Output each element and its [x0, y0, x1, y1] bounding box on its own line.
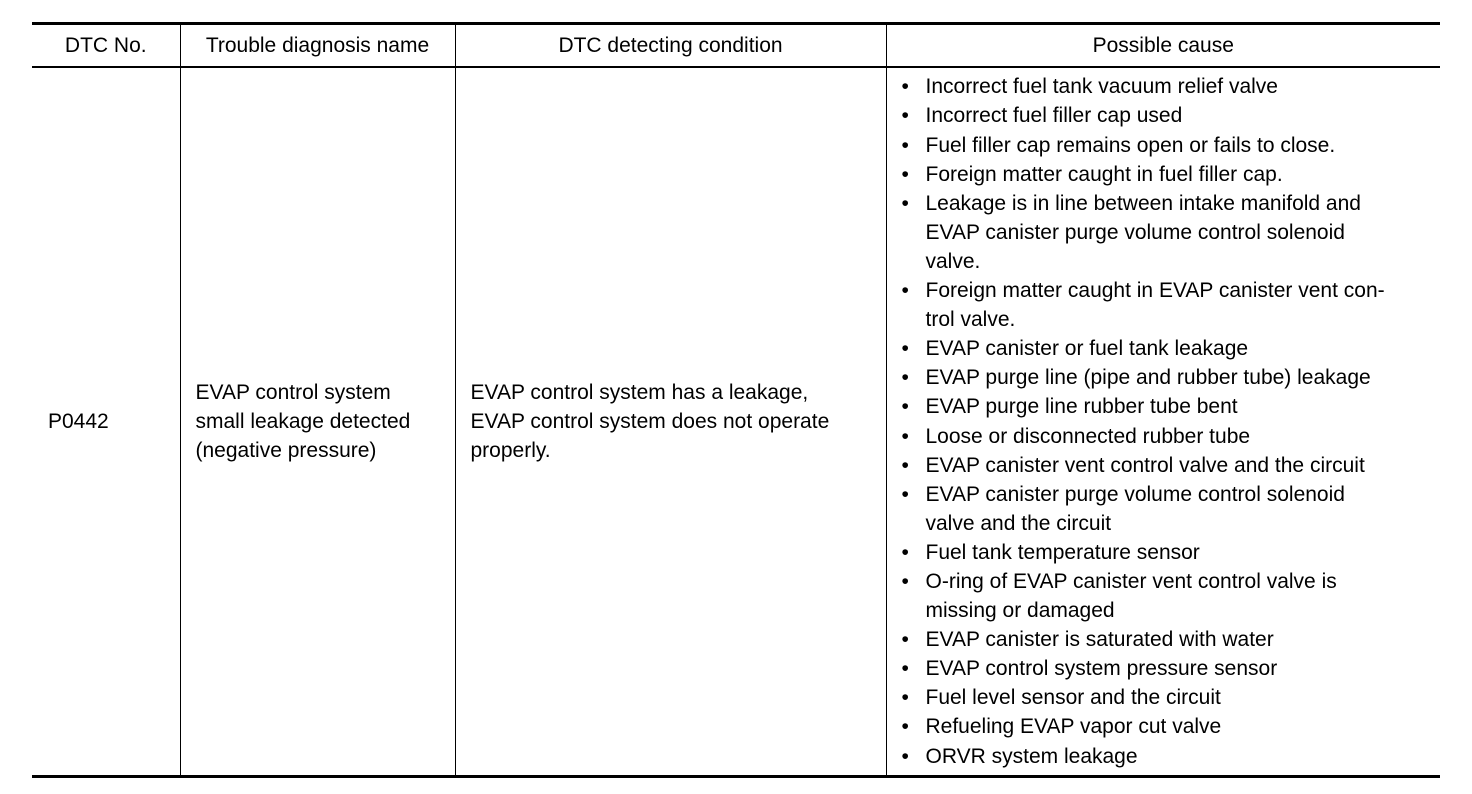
header-possible-cause: Possible cause — [886, 24, 1440, 68]
bullet-icon: • — [901, 744, 909, 768]
possible-cause-item — [902, 334, 1433, 363]
possible-cause-text: Foreign matter caught in fuel filler cap. — [925, 162, 1283, 186]
possible-cause-text: Leakage is in line between intake manifold and — [925, 191, 1361, 215]
possible-cause-item — [902, 131, 1433, 160]
detecting-condition-line: EVAP control system does not operate — [470, 409, 830, 433]
bullet-icon: • — [901, 395, 909, 419]
trouble-name-cell — [180, 67, 455, 777]
bullet-icon: • — [901, 715, 909, 739]
table-row — [32, 67, 1440, 777]
possible-cause-item — [902, 72, 1433, 101]
possible-cause-item — [902, 160, 1433, 189]
bullet-icon: • — [901, 366, 909, 390]
trouble-name-line: (negative pressure) — [195, 439, 377, 463]
possible-cause-item — [902, 451, 1433, 480]
bullet-icon: • — [901, 75, 909, 99]
bullet-icon: • — [901, 686, 909, 710]
trouble-name-line: EVAP control system — [195, 380, 391, 404]
possible-cause-text: EVAP canister or fuel tank leakage — [925, 337, 1249, 361]
possible-cause-text: Refueling EVAP vapor cut valve — [925, 715, 1222, 739]
possible-cause-item — [902, 625, 1433, 654]
table-header — [32, 24, 1440, 68]
possible-cause-text: valve and the circuit — [925, 511, 1112, 535]
possible-cause-text: EVAP control system pressure sensor — [925, 657, 1278, 681]
possible-cause-item — [902, 538, 1433, 567]
bullet-icon: • — [901, 453, 909, 477]
possible-cause-item — [902, 742, 1433, 771]
dtc-number: P0442 — [48, 409, 109, 433]
possible-cause-text: Fuel filler cap remains open or fails to close. — [925, 133, 1336, 157]
bullet-icon: • — [901, 628, 909, 652]
possible-cause-text: Fuel level sensor and the circuit — [925, 686, 1221, 710]
bullet-icon: • — [901, 279, 909, 303]
bullet-icon: • — [901, 191, 909, 215]
possible-cause-item — [902, 654, 1433, 683]
header-row — [32, 24, 1440, 68]
header-dtc-no: DTC No. — [32, 24, 180, 68]
possible-cause-item — [902, 276, 1433, 334]
possible-cause-text: ORVR system leakage — [925, 744, 1138, 768]
possible-cause-text: EVAP canister vent control valve and the circuit — [925, 453, 1365, 477]
possible-cause-item — [902, 712, 1433, 741]
detecting-condition-line: EVAP control system has a leakage, — [470, 380, 809, 404]
header-detecting-condition: DTC detecting condition — [455, 24, 886, 68]
possible-cause-item — [902, 363, 1433, 392]
dtc-table — [32, 22, 1440, 778]
possible-cause-text: Fuel tank temperature sensor — [925, 540, 1200, 564]
possible-cause-item — [902, 101, 1433, 130]
possible-cause-text: EVAP purge line rubber tube bent — [925, 395, 1238, 419]
possible-cause-item — [902, 683, 1433, 712]
possible-cause-text: Foreign matter caught in EVAP canister vent con- — [925, 279, 1385, 303]
possible-cause-text: EVAP purge line (pipe and rubber tube) leakage — [925, 366, 1371, 390]
bullet-icon: • — [901, 657, 909, 681]
possible-cause-text: Loose or disconnected rubber tube — [925, 424, 1251, 448]
bullet-icon: • — [901, 162, 909, 186]
header-trouble-name: Trouble diagnosis name — [180, 24, 455, 68]
possible-cause-text: trol valve. — [925, 308, 1016, 332]
possible-cause-list — [902, 72, 1433, 770]
possible-cause-item — [902, 189, 1433, 276]
possible-cause-cell — [886, 67, 1440, 777]
possible-cause-text: EVAP canister purge volume control solenoid — [925, 482, 1345, 506]
possible-cause-text: O-ring of EVAP canister vent control valve is — [925, 569, 1337, 593]
possible-cause-text: missing or damaged — [925, 599, 1115, 623]
possible-cause-text: EVAP canister purge volume control solenoid — [925, 220, 1345, 244]
possible-cause-text: EVAP canister is saturated with water — [925, 628, 1274, 652]
bullet-icon: • — [901, 104, 909, 128]
possible-cause-item — [902, 392, 1433, 421]
possible-cause-text: Incorrect fuel tank vacuum relief valve — [925, 75, 1278, 99]
detecting-condition-cell — [455, 67, 886, 777]
possible-cause-text: valve. — [925, 249, 981, 273]
trouble-name-line: small leakage detected — [195, 409, 411, 433]
possible-cause-text: Incorrect fuel filler cap used — [925, 104, 1183, 128]
bullet-icon: • — [901, 482, 909, 506]
possible-cause-item — [902, 567, 1433, 625]
bullet-icon: • — [901, 540, 909, 564]
bullet-icon: • — [901, 569, 909, 593]
detecting-condition-line: properly. — [470, 439, 551, 463]
bullet-icon: • — [901, 337, 909, 361]
bullet-icon: • — [901, 424, 909, 448]
bullet-icon: • — [901, 133, 909, 157]
table-body — [32, 67, 1440, 777]
dtc-number-cell — [32, 67, 180, 777]
possible-cause-item — [902, 480, 1433, 538]
possible-cause-item — [902, 422, 1433, 451]
